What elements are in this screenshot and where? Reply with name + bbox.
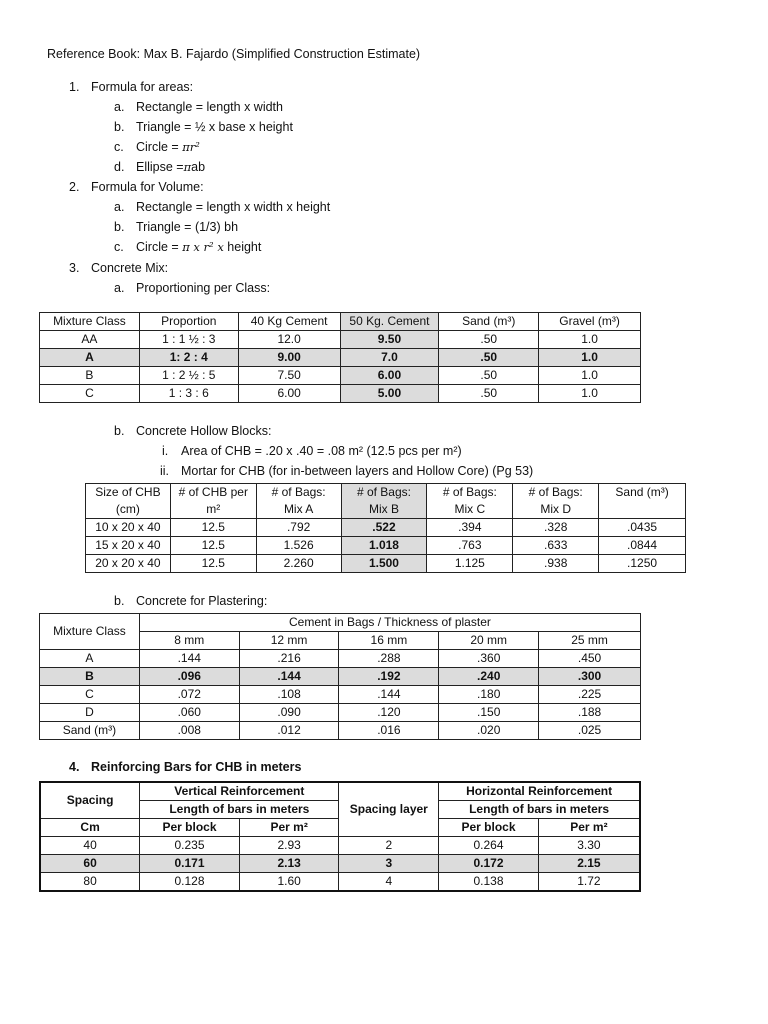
cell: 1.0 [539,349,641,367]
cell: A [40,349,140,367]
cell: 1.125 [427,555,513,573]
cell: .50 [439,385,539,403]
table-row [40,331,641,349]
header-line: # of Bags: [528,485,583,499]
formula-rectangle-volume: Rectangle = length x width x height [136,200,331,214]
list-letter: b. [114,424,125,438]
cell: 7.50 [238,367,340,385]
cell: .016 [339,722,439,740]
cell: 1 : 2 ½ : 5 [139,367,238,385]
cell: 2 [339,837,439,855]
header-cell: Spacing [40,782,140,819]
header-cell [86,484,171,519]
header-cell [513,484,599,519]
cell: C [40,686,140,704]
cell: .090 [239,704,339,722]
cell: B [40,668,140,686]
cell: .50 [439,331,539,349]
header-cell [170,484,256,519]
header-cell: Per block [140,819,240,837]
cell: 6.00 [340,367,439,385]
section3-number: 3. [69,261,80,275]
cell: 2.93 [239,837,339,855]
cell: 1.500 [341,555,427,573]
section1-title: Formula for areas: [91,80,194,94]
header-line: Mix D [540,502,572,516]
header-group-cell: Length of bars in meters [439,801,640,819]
cell: .144 [239,668,339,686]
formula-math: πr² [182,140,200,154]
cell: .360 [439,650,539,668]
cell: D [40,704,140,722]
header-line: # of Bags: [356,485,411,499]
list-letter: a. [114,281,125,295]
cell: 1 : 1 ½ : 3 [139,331,238,349]
header-cell: 12 mm [239,632,339,650]
cell: .0844 [599,537,686,555]
list-roman: ii. [160,464,170,478]
cell: 1.0 [539,331,641,349]
cell: 10 x 20 x 40 [86,519,171,537]
cell: .522 [341,519,427,537]
subsection-plastering: Concrete for Plastering: [136,594,268,608]
formula-text: Circle = [136,140,183,154]
cell: Sand (m³) [40,722,140,740]
header-cell: Proportion [139,313,238,331]
table-header-row [40,313,641,331]
cell: 3 [339,855,439,873]
formula-text: Ellipse = [136,160,184,174]
table-plastering [39,613,641,740]
cell: 12.5 [170,519,256,537]
list-letter: a. [114,100,125,114]
formula-text: Circle = [136,240,183,254]
header-group-cell: Horizontal Reinforcement [439,782,640,801]
list-roman: i. [162,444,169,458]
cell: 9.00 [238,349,340,367]
table-row [40,385,641,403]
cell: .938 [513,555,599,573]
formula-text-after: height [223,240,262,254]
cell: 1.60 [239,873,339,892]
subsection-proportioning: Proportioning per Class: [136,281,271,295]
header-line: Size of CHB [95,485,161,499]
cell: 3.30 [538,837,640,855]
cell: .394 [427,519,513,537]
cell: 1.0 [539,385,641,403]
cell: 2.15 [538,855,640,873]
formula-math: π [183,160,192,174]
header-cell: 20 mm [439,632,539,650]
formula-circle-volume [136,240,261,254]
header-cell: Mixture Class [40,313,140,331]
table-row [40,650,641,668]
cell: 2.260 [256,555,341,573]
reference-line: Reference Book: Max B. Fajardo (Simplified Construction Estimate) [47,47,421,61]
table-row [40,686,641,704]
list-letter: c. [114,240,124,254]
table-row [40,855,640,873]
header-line: Mix C [454,502,486,516]
header-group-cell: Length of bars in meters [140,801,339,819]
header-cell: Mixture Class [40,614,140,650]
table-row [86,537,686,555]
header-cell: Sand (m³) [439,313,539,331]
table-row [40,349,641,367]
list-letter: d. [114,160,125,174]
cell: 15 x 20 x 40 [86,537,171,555]
table-row [86,555,686,573]
cell: 12.5 [170,555,256,573]
cell: .180 [439,686,539,704]
cell: .1250 [599,555,686,573]
cell: 20 x 20 x 40 [86,555,171,573]
table-row [40,837,640,855]
cell: .792 [256,519,341,537]
cell: .072 [139,686,239,704]
header-cell: 50 Kg. Cement [340,313,439,331]
section2-title: Formula for Volume: [91,180,204,194]
cell: .240 [439,668,539,686]
cell: 0.171 [140,855,240,873]
header-line: Sand (m³) [615,485,669,499]
cell: 1.526 [256,537,341,555]
header-cell: Gravel (m³) [539,313,641,331]
list-letter: a. [114,200,125,214]
table-row [40,873,640,892]
cell: 40 [40,837,140,855]
formula-circle-area [136,140,200,154]
header-line [601,501,683,518]
cell: .288 [339,650,439,668]
header-cell: Per block [439,819,539,837]
header-cell [256,484,341,519]
header-line: # of Bags: [442,485,497,499]
header-cell: Per m² [239,819,339,837]
chb-mortar-text: Mortar for CHB (for in-between layers and Hollow Core) (Pg 53) [181,464,534,478]
header-cell: 25 mm [539,632,641,650]
cell: 60 [40,855,140,873]
cell: .108 [239,686,339,704]
header-group-cell: Vertical Reinforcement [140,782,339,801]
cell: .144 [339,686,439,704]
cell: 0.172 [439,855,539,873]
cell: .060 [139,704,239,722]
cell: .0435 [599,519,686,537]
table-header-row [86,484,686,519]
header-cell [599,484,686,519]
cell: 7.0 [340,349,439,367]
cell: 6.00 [238,385,340,403]
cell: 1: 2 : 4 [139,349,238,367]
chb-area-text: Area of CHB = .20 x .40 = .08 m² (12.5 pcs per m²) [181,444,462,458]
header-group-cell: Cement in Bags / Thickness of plaster [139,614,640,632]
cell: 0.138 [439,873,539,892]
cell: 1.72 [538,873,640,892]
cell: .020 [439,722,539,740]
table-chb-mortar [85,483,686,573]
cell: A [40,650,140,668]
cell: C [40,385,140,403]
cell: .008 [139,722,239,740]
cell: 12.0 [238,331,340,349]
list-letter: b. [114,120,125,134]
section4-title: Reinforcing Bars for CHB in meters [91,760,302,774]
cell: 0.128 [140,873,240,892]
header-line: Mix A [283,502,314,516]
header-cell: Cm [40,819,140,837]
cell: .50 [439,349,539,367]
header-cell [427,484,513,519]
section4-number: 4. [69,760,80,774]
header-line: m² [206,502,221,516]
cell: .225 [539,686,641,704]
header-cell: 16 mm [339,632,439,650]
cell: 1.018 [341,537,427,555]
header-cell: 40 Kg Cement [238,313,340,331]
cell: .025 [539,722,641,740]
cell: 80 [40,873,140,892]
header-line: (cm) [115,502,140,516]
header-cell [341,484,427,519]
cell: .328 [513,519,599,537]
cell: 12.5 [170,537,256,555]
cell: B [40,367,140,385]
cell: 5.00 [340,385,439,403]
header-cell: Spacing layer [339,782,439,837]
table-reinforcing-bars [39,781,641,892]
cell: .50 [439,367,539,385]
cell: .300 [539,668,641,686]
formula-ellipse-area [136,160,205,174]
table-header-row [40,782,640,801]
cell: .150 [439,704,539,722]
cell: .120 [339,704,439,722]
cell: .012 [239,722,339,740]
header-line: # of CHB per [178,485,248,499]
formula-math: π x r² x [182,240,224,254]
header-line: Mix B [368,502,399,516]
list-letter: c. [114,140,124,154]
table-row [40,367,641,385]
cell: 0.264 [439,837,539,855]
section1-number: 1. [69,80,80,94]
cell: .188 [539,704,641,722]
section3-title: Concrete Mix: [91,261,169,275]
cell: 1.0 [539,367,641,385]
cell: 0.235 [140,837,240,855]
table-row [40,704,641,722]
subsection-chb: Concrete Hollow Blocks: [136,424,272,438]
formula-rectangle-area: Rectangle = length x width [136,100,283,114]
table-row [40,668,641,686]
table-proportioning [39,312,641,403]
formula-text-after: ab [191,160,206,174]
cell: .192 [339,668,439,686]
cell: .216 [239,650,339,668]
cell: 1 : 3 : 6 [139,385,238,403]
cell: .096 [139,668,239,686]
section2-number: 2. [69,180,80,194]
cell: 4 [339,873,439,892]
table-row [40,722,641,740]
list-letter: b. [114,220,125,234]
cell: .144 [139,650,239,668]
list-letter: b. [114,594,125,608]
cell: .763 [427,537,513,555]
table-row [86,519,686,537]
cell: .450 [539,650,641,668]
header-cell: Per m² [538,819,640,837]
cell: .633 [513,537,599,555]
formula-triangle-volume: Triangle = (1/3) bh [136,220,239,234]
header-cell: 8 mm [139,632,239,650]
header-line: # of Bags: [271,485,326,499]
cell: 2.13 [239,855,339,873]
table-header-row [40,614,641,632]
cell: 9.50 [340,331,439,349]
cell: AA [40,331,140,349]
formula-triangle-area: Triangle = ½ x base x height [136,120,293,134]
